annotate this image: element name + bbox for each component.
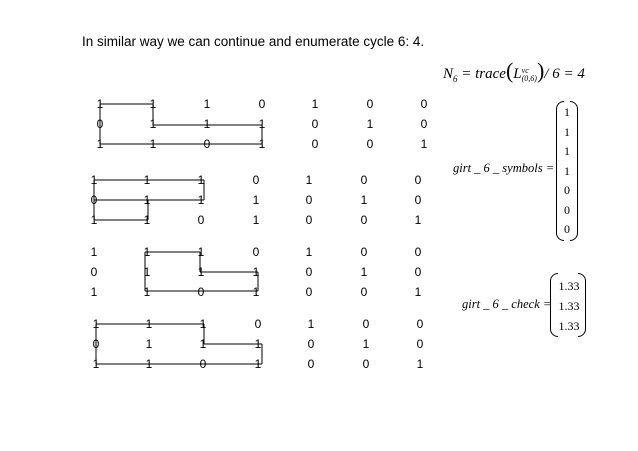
matrix-4-cell: 1 [199,317,207,331]
matrix-2-cell: 1 [90,213,98,227]
matrix-2-cell: 0 [197,213,205,227]
cycle-count-formula: $N_6$ = trace(L vc (0,6) )/ 6 = 4 [443,58,585,84]
matrix-1-cell: 1 [311,97,319,111]
matrix-1-cell: 1 [203,97,211,111]
matrix-4-cell: 0 [362,317,370,331]
matrix-1-cell: 0 [366,97,374,111]
matrix-4-cell: 0 [199,357,207,371]
matrix-3-cell: 0 [414,265,422,279]
matrix-2-cell: 0 [90,193,98,207]
matrix-3-cell: 1 [90,285,98,299]
matrix-4-cell: 1 [92,357,100,371]
symbols-entry: 1 [564,144,570,158]
matrix-2-cell: 1 [305,173,313,187]
matrix-3-cell: 1 [143,285,151,299]
formula-L-sup: vc [521,65,529,75]
matrix-4-cell: 1 [254,357,262,371]
matrix-3-cell: 1 [197,245,205,259]
symbols-entry: 0 [564,202,570,217]
matrix-3-cell: 0 [305,265,313,279]
matrix-4-cell: 1 [416,357,424,371]
matrix-2-cell: 0 [360,173,368,187]
matrix-3-cell: 1 [305,245,313,259]
check-label: girt _ 6 _ check = [462,297,552,311]
matrix-4-cell: 0 [416,337,424,351]
formula-func: = trace [461,66,506,82]
matrix-3-cell: 0 [360,245,368,259]
matrix-1-cell: 0 [311,137,319,151]
matrix-4-cell: 0 [254,317,262,331]
symbols-entry: 1 [564,163,570,178]
matrix-1-cell: 1 [149,117,157,131]
matrix-1-cell: 0 [420,97,428,111]
matrix-3-cell: 0 [90,265,98,279]
intro-text: In similar way we can continue and enumerate cycle 6: 4. [82,34,425,49]
matrix-3-cell: 1 [90,245,98,259]
matrix-1-cell: 1 [96,97,104,111]
matrix-2-cell: 1 [143,173,151,187]
matrix-1-cell: 1 [258,117,266,131]
matrix-1-cell: 1 [149,97,157,111]
cycle-path-1 [100,104,262,144]
matrix-1-cell: 0 [203,137,211,151]
formula-rest: / 6 = 4 [544,66,585,82]
matrix-2-cell: 0 [360,213,368,227]
matrix-4-cell: 1 [145,357,153,371]
matrix-2-cell: 1 [197,173,205,187]
symbols-entry: 0 [564,222,570,236]
matrix-4-cell: 0 [362,357,370,371]
matrix-2-cell: 1 [252,213,260,227]
matrix-1-cell: 0 [96,117,104,131]
matrix-3-cell: 0 [414,245,422,259]
formula-lhs-sub: 6 [453,74,458,84]
matrix-2-cell: 0 [414,173,422,187]
matrix-2-cell: 0 [252,173,260,187]
matrix-1-cell: 1 [366,117,374,131]
matrix-3-cell: 1 [143,245,151,259]
matrix-1-cell: 0 [420,117,428,131]
matrix-2-cell: 1 [414,213,422,227]
matrix-4-cell: 1 [307,317,315,331]
matrix-1-cell: 1 [258,137,266,151]
matrix-4-cell: 0 [307,357,315,371]
check-entry: 1.33 [558,319,580,333]
formula-L-sub: (0,6) [521,73,537,83]
matrix-1-cell: 1 [420,137,428,151]
matrix-2-cell: 0 [414,193,422,207]
matrix-4-cell: 1 [145,317,153,331]
matrix-1-cell: 0 [366,137,374,151]
matrix-3-cell: 0 [305,285,313,299]
matrix-4-cell: 1 [92,317,100,331]
matrix-4-cell: 1 [254,337,262,351]
matrix-2-cell: 1 [360,193,368,207]
matrix-4-cell: 0 [307,337,315,351]
matrix-2-cell: 1 [90,173,98,187]
matrix-1-cell: 0 [258,97,266,111]
matrix-4-cell: 0 [416,317,424,331]
matrix-2-cell: 0 [305,193,313,207]
matrix-1-cell: 1 [203,117,211,131]
symbols-entry: 1 [564,124,570,139]
matrix-2-cell: 0 [305,213,313,227]
formula-lhs: N [443,66,454,82]
matrix-3-cell: 0 [252,245,260,259]
matrix-3-cell: 1 [252,285,260,299]
matrix-3-cell: 1 [360,265,368,279]
matrix-1-cell: 1 [96,137,104,151]
matrix-3-cell: 0 [197,285,205,299]
matrix-1-cell: 1 [149,137,157,151]
symbols-entry: 1 [564,105,570,119]
matrix-4-cell: 1 [145,337,153,351]
cycle-path-4 [96,324,262,364]
symbols-entry: 0 [564,183,570,197]
matrix-3-cell: 1 [414,285,422,299]
check-entry: 1.33 [558,299,580,313]
symbols-label: girt _ 6 _ symbols = [453,161,555,175]
matrix-2-cell: 1 [143,213,151,227]
matrix-1-cell: 0 [311,117,319,131]
formula-L: L [513,66,522,82]
matrix-2-cell: 1 [143,193,151,207]
matrix-2-cell: 1 [197,193,205,207]
matrix-4-cell: 1 [199,337,207,351]
matrix-2-cell: 1 [252,193,260,207]
check-entry: 1.33 [558,279,580,293]
matrix-3-cell: 0 [360,285,368,299]
matrix-3-cell: 1 [197,265,205,279]
matrix-3-cell: 1 [252,265,260,279]
matrix-4-cell: 1 [362,337,370,351]
matrix-4-cell: 0 [92,337,100,351]
matrix-3-cell: 1 [143,265,151,279]
